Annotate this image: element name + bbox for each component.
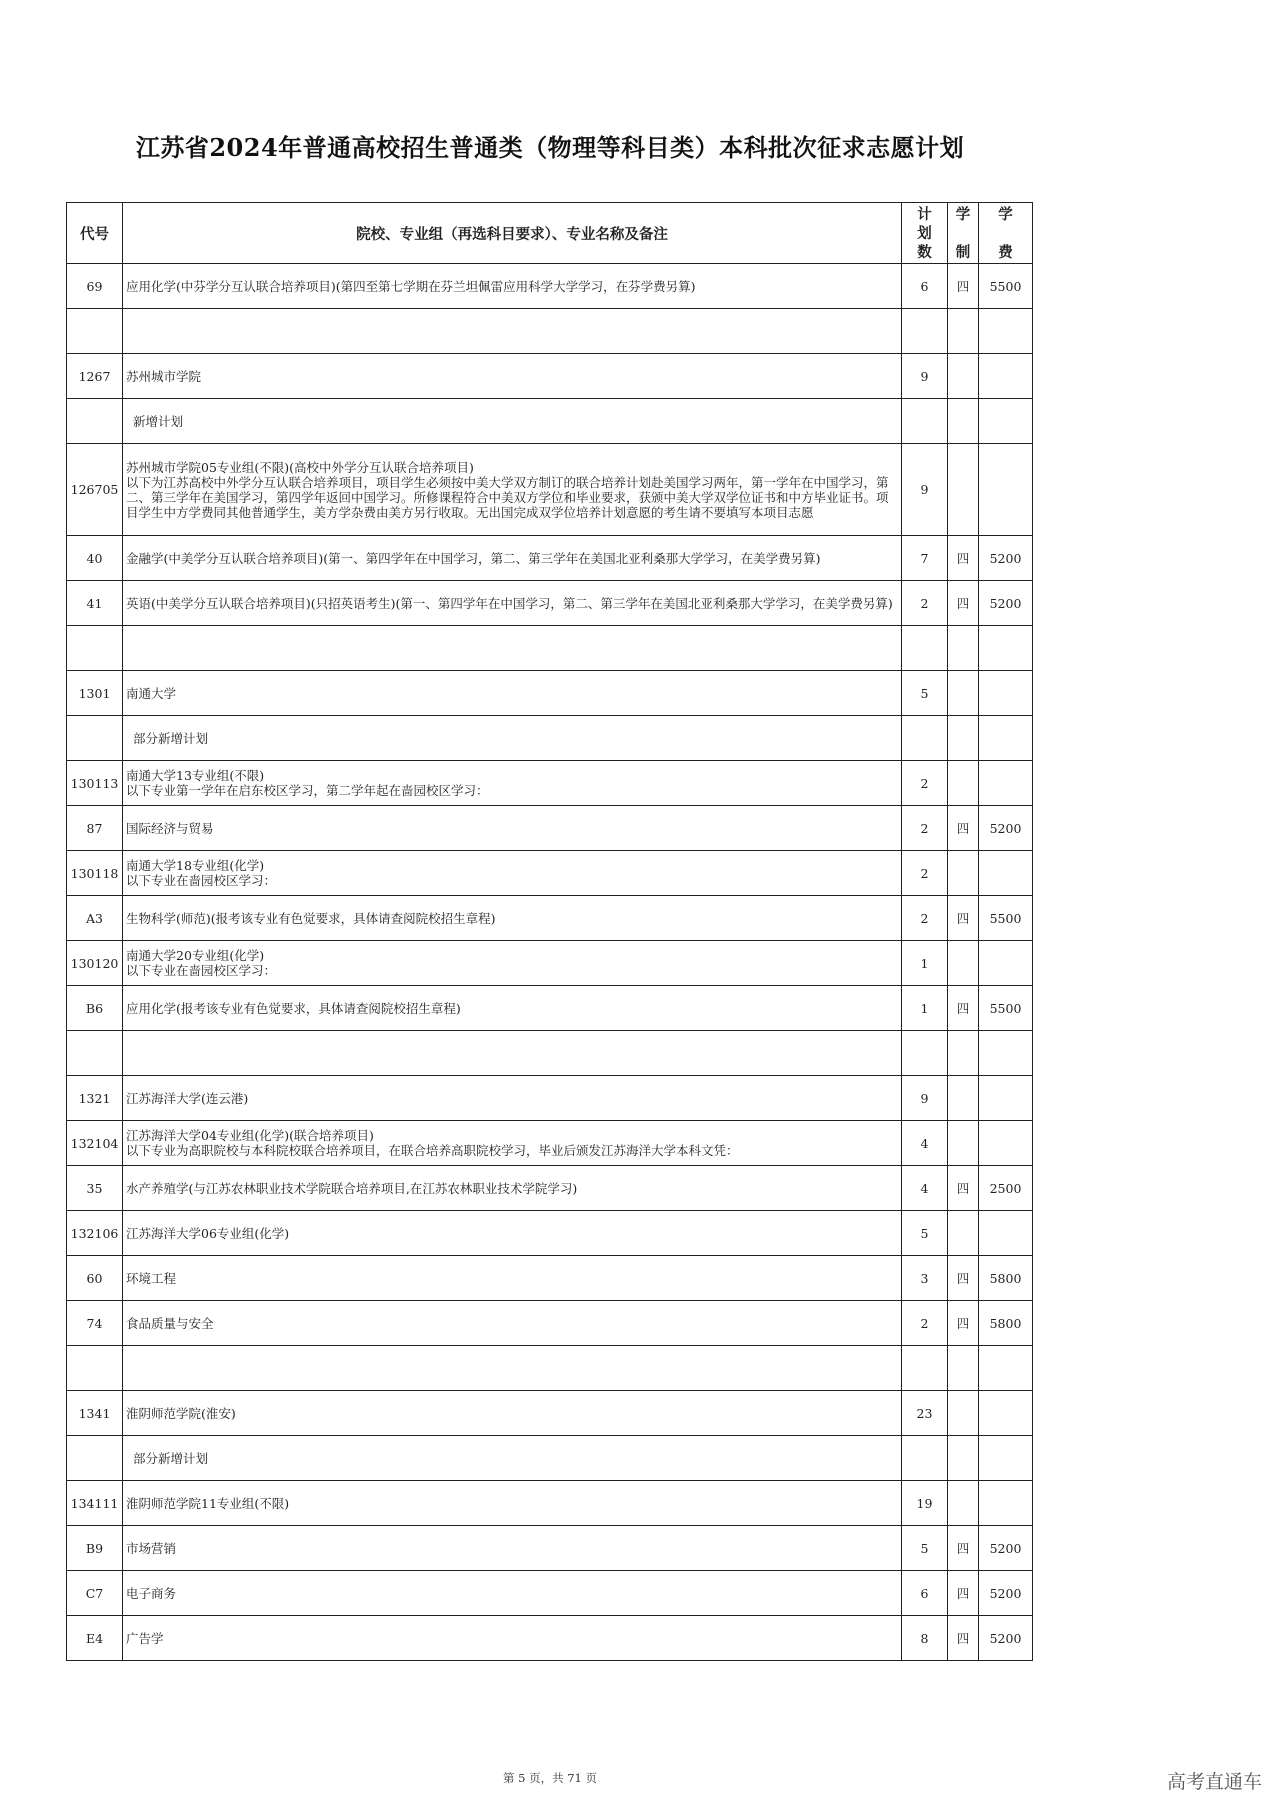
- row-code: 132104: [67, 1121, 123, 1166]
- row-code: [67, 399, 123, 444]
- row-name: 国际经济与贸易: [123, 806, 902, 851]
- row-fee: 5500: [979, 986, 1033, 1031]
- table-row: [67, 1391, 1033, 1436]
- row-fee: 5200: [979, 1526, 1033, 1571]
- row-fee: 5500: [979, 264, 1033, 309]
- row-code: 134111: [67, 1481, 123, 1526]
- table-row: [67, 1526, 1033, 1571]
- row-name: 江苏海洋大学(连云港): [123, 1076, 902, 1121]
- row-name: 食品质量与安全: [123, 1301, 902, 1346]
- table-row: [67, 1571, 1033, 1616]
- row-name: 英语(中美学分互认联合培养项目)(只招英语考生)(第一、第四学年在中国学习，第二、第三学年在美国北亚利桑那大学学习，在美学费另算): [123, 581, 902, 626]
- row-plan-count: 2: [902, 761, 948, 806]
- row-name: 淮阴师范学院11专业组(不限): [123, 1481, 902, 1526]
- row-fee: [979, 761, 1033, 806]
- row-code: 130118: [67, 851, 123, 896]
- table-row: [67, 761, 1033, 806]
- row-code: B9: [67, 1526, 123, 1571]
- row-years: 四: [948, 1301, 979, 1346]
- row-years: [948, 1391, 979, 1436]
- row-plan-count: 2: [902, 581, 948, 626]
- row-code: 1341: [67, 1391, 123, 1436]
- row-years: [948, 671, 979, 716]
- row-name: 南通大学: [123, 671, 902, 716]
- row-plan-count: [902, 626, 948, 671]
- row-fee: [979, 1436, 1033, 1481]
- row-plan-count: 3: [902, 1256, 948, 1301]
- row-years: [948, 941, 979, 986]
- row-code: E4: [67, 1616, 123, 1661]
- row-name: 江苏海洋大学06专业组(化学): [123, 1211, 902, 1256]
- row-name: [123, 309, 902, 354]
- row-code: [67, 1436, 123, 1481]
- table-row: [67, 626, 1033, 671]
- row-name: 苏州城市学院05专业组(不限)(高校中外学分互认联合培养项目) 以下为江苏高校中外学分互认联合培养项目，项目学生必须按中美大学双方制订的联合培养计划赴美国学习两年，第一学年在中国学习，第二、第三学年在美国学习，第四学年返回中国学习。所修课程符合中美双方学位和毕业要求，获颁中美大学双学位证书和中方毕业证书。项目学生中方学费同其他普通学生，美方学杂费由美方另行收取。无出国完成双学位培养计划意愿的考生请不要填写本项目志愿: [123, 444, 902, 536]
- row-code: 130113: [67, 761, 123, 806]
- table-row: [67, 264, 1033, 309]
- row-plan-count: 6: [902, 1571, 948, 1616]
- row-code: 1267: [67, 354, 123, 399]
- row-years: 四: [948, 1256, 979, 1301]
- table-row: [67, 309, 1033, 354]
- table-body: [67, 264, 1033, 1661]
- row-plan-count: [902, 399, 948, 444]
- row-years: [948, 1436, 979, 1481]
- row-years: 四: [948, 1616, 979, 1661]
- row-code: 132106: [67, 1211, 123, 1256]
- row-plan-count: [902, 1346, 948, 1391]
- row-code: 1321: [67, 1076, 123, 1121]
- watermark: 高考直通车: [1166, 1771, 1262, 1793]
- row-code: 41: [67, 581, 123, 626]
- header-fee: 学 费: [979, 203, 1033, 264]
- row-plan-count: 9: [902, 444, 948, 536]
- row-code: 126705: [67, 444, 123, 536]
- row-fee: [979, 1211, 1033, 1256]
- row-code: B6: [67, 986, 123, 1031]
- page-number: 第 5 页，共 71 页: [502, 1771, 598, 1785]
- table-header-row: [67, 203, 1033, 264]
- row-fee: [979, 399, 1033, 444]
- row-plan-count: [902, 716, 948, 761]
- row-name: 新增计划: [123, 399, 902, 444]
- row-plan-count: 6: [902, 264, 948, 309]
- row-fee: [979, 1481, 1033, 1526]
- row-plan-count: 2: [902, 1301, 948, 1346]
- row-name: 金融学(中美学分互认联合培养项目)(第一、第四学年在中国学习，第二、第三学年在美国北亚利桑那大学学习，在美学费另算): [123, 536, 902, 581]
- row-name: [123, 1346, 902, 1391]
- row-fee: [979, 671, 1033, 716]
- row-years: [948, 309, 979, 354]
- row-years: [948, 851, 979, 896]
- row-code: A3: [67, 896, 123, 941]
- row-name: 苏州城市学院: [123, 354, 902, 399]
- row-name: 环境工程: [123, 1256, 902, 1301]
- row-plan-count: 9: [902, 354, 948, 399]
- row-code: [67, 309, 123, 354]
- row-years: [948, 716, 979, 761]
- row-plan-count: 9: [902, 1076, 948, 1121]
- row-name: 广告学: [123, 1616, 902, 1661]
- table-row: [67, 581, 1033, 626]
- page-title: 江苏省2024年普通高校招生普通类（物理等科目类）本科批次征求志愿计划: [135, 133, 965, 162]
- row-code: [67, 716, 123, 761]
- table-row: [67, 716, 1033, 761]
- row-plan-count: 2: [902, 806, 948, 851]
- row-code: 130120: [67, 941, 123, 986]
- row-years: [948, 1121, 979, 1166]
- row-name: 生物科学(师范)(报考该专业有色觉要求，具体请查阅院校招生章程): [123, 896, 902, 941]
- row-plan-count: [902, 1436, 948, 1481]
- table-row: [67, 399, 1033, 444]
- header-years: 学 制: [948, 203, 979, 264]
- row-name: 电子商务: [123, 1571, 902, 1616]
- row-name: 南通大学18专业组(化学) 以下专业在啬园校区学习：: [123, 851, 902, 896]
- table-row: [67, 354, 1033, 399]
- table-row: [67, 1436, 1033, 1481]
- row-plan-count: 5: [902, 1526, 948, 1571]
- row-plan-count: 4: [902, 1121, 948, 1166]
- row-plan-count: 8: [902, 1616, 948, 1661]
- row-plan-count: 2: [902, 851, 948, 896]
- row-name: 应用化学(报考该专业有色觉要求，具体请查阅院校招生章程): [123, 986, 902, 1031]
- table-row: [67, 806, 1033, 851]
- row-years: [948, 1211, 979, 1256]
- table-row: [67, 941, 1033, 986]
- row-plan-count: 7: [902, 536, 948, 581]
- row-fee: 5800: [979, 1301, 1033, 1346]
- table-row: [67, 1481, 1033, 1526]
- table-row: [67, 444, 1033, 536]
- row-name: [123, 1031, 902, 1076]
- row-years: [948, 444, 979, 536]
- row-fee: [979, 626, 1033, 671]
- row-fee: 5200: [979, 581, 1033, 626]
- header-code: 代号: [67, 203, 123, 264]
- row-name: 水产养殖学(与江苏农林职业技术学院联合培养项目,在江苏农林职业技术学院学习): [123, 1166, 902, 1211]
- table-row: [67, 1076, 1033, 1121]
- row-plan-count: 2: [902, 896, 948, 941]
- row-plan-count: [902, 1031, 948, 1076]
- row-years: [948, 626, 979, 671]
- row-plan-count: 19: [902, 1481, 948, 1526]
- row-plan-count: 5: [902, 1211, 948, 1256]
- row-years: [948, 1031, 979, 1076]
- row-fee: 5200: [979, 1616, 1033, 1661]
- table-row: [67, 1211, 1033, 1256]
- row-code: 40: [67, 536, 123, 581]
- row-fee: [979, 309, 1033, 354]
- row-name: [123, 626, 902, 671]
- table-row: [67, 1031, 1033, 1076]
- row-fee: [979, 444, 1033, 536]
- row-plan-count: 5: [902, 671, 948, 716]
- header-name: 院校、专业组（再选科目要求）、专业名称及备注: [123, 203, 902, 264]
- row-code: 87: [67, 806, 123, 851]
- table-row: [67, 1616, 1033, 1661]
- row-years: 四: [948, 581, 979, 626]
- row-years: 四: [948, 1526, 979, 1571]
- row-code: [67, 1031, 123, 1076]
- row-fee: 2500: [979, 1166, 1033, 1211]
- row-name: 南通大学13专业组(不限) 以下专业第一学年在启东校区学习，第二学年起在啬园校区学习：: [123, 761, 902, 806]
- row-plan-count: 4: [902, 1166, 948, 1211]
- table-row: [67, 1346, 1033, 1391]
- enrollment-plan-table: [66, 202, 1033, 1661]
- row-years: 四: [948, 264, 979, 309]
- row-code: [67, 626, 123, 671]
- row-name: 部分新增计划: [123, 1436, 902, 1481]
- row-years: 四: [948, 896, 979, 941]
- row-plan-count: [902, 309, 948, 354]
- row-fee: 5800: [979, 1256, 1033, 1301]
- row-years: [948, 1481, 979, 1526]
- row-plan-count: 23: [902, 1391, 948, 1436]
- row-name: 市场营销: [123, 1526, 902, 1571]
- row-years: [948, 1346, 979, 1391]
- row-fee: [979, 1121, 1033, 1166]
- row-fee: [979, 1391, 1033, 1436]
- row-fee: [979, 941, 1033, 986]
- row-fee: [979, 1031, 1033, 1076]
- row-years: 四: [948, 536, 979, 581]
- row-code: 60: [67, 1256, 123, 1301]
- row-code: 69: [67, 264, 123, 309]
- row-name: 部分新增计划: [123, 716, 902, 761]
- table-row: [67, 536, 1033, 581]
- row-plan-count: 1: [902, 986, 948, 1031]
- row-name: 淮阴师范学院(淮安): [123, 1391, 902, 1436]
- row-years: 四: [948, 1166, 979, 1211]
- table-row: [67, 671, 1033, 716]
- row-fee: 5200: [979, 536, 1033, 581]
- row-years: 四: [948, 806, 979, 851]
- table-row: [67, 896, 1033, 941]
- table-row: [67, 1256, 1033, 1301]
- row-plan-count: 1: [902, 941, 948, 986]
- row-code: C7: [67, 1571, 123, 1616]
- row-code: 1301: [67, 671, 123, 716]
- row-years: 四: [948, 986, 979, 1031]
- row-fee: 5200: [979, 806, 1033, 851]
- table-row: [67, 851, 1033, 896]
- row-fee: [979, 1346, 1033, 1391]
- table-row: [67, 1121, 1033, 1166]
- row-name: 应用化学(中芬学分互认联合培养项目)(第四至第七学期在芬兰坦佩雷应用科学大学学习，在芬学费另算): [123, 264, 902, 309]
- row-code: 35: [67, 1166, 123, 1211]
- table-row: [67, 1166, 1033, 1211]
- row-fee: [979, 851, 1033, 896]
- row-code: [67, 1346, 123, 1391]
- row-fee: [979, 354, 1033, 399]
- row-fee: [979, 1076, 1033, 1121]
- row-name: 南通大学20专业组(化学) 以下专业在啬园校区学习：: [123, 941, 902, 986]
- row-fee: 5200: [979, 1571, 1033, 1616]
- table-row: [67, 1301, 1033, 1346]
- row-years: [948, 1076, 979, 1121]
- row-fee: 5500: [979, 896, 1033, 941]
- row-years: [948, 399, 979, 444]
- row-fee: [979, 716, 1033, 761]
- header-plan: 计 划 数: [902, 203, 948, 264]
- table-row: [67, 986, 1033, 1031]
- row-years: 四: [948, 1571, 979, 1616]
- row-years: [948, 354, 979, 399]
- row-years: [948, 761, 979, 806]
- row-name: 江苏海洋大学04专业组(化学)(联合培养项目) 以下专业为高职院校与本科院校联合培养项目，在联合培养高职院校学习，毕业后颁发江苏海洋大学本科文凭：: [123, 1121, 902, 1166]
- row-code: 74: [67, 1301, 123, 1346]
